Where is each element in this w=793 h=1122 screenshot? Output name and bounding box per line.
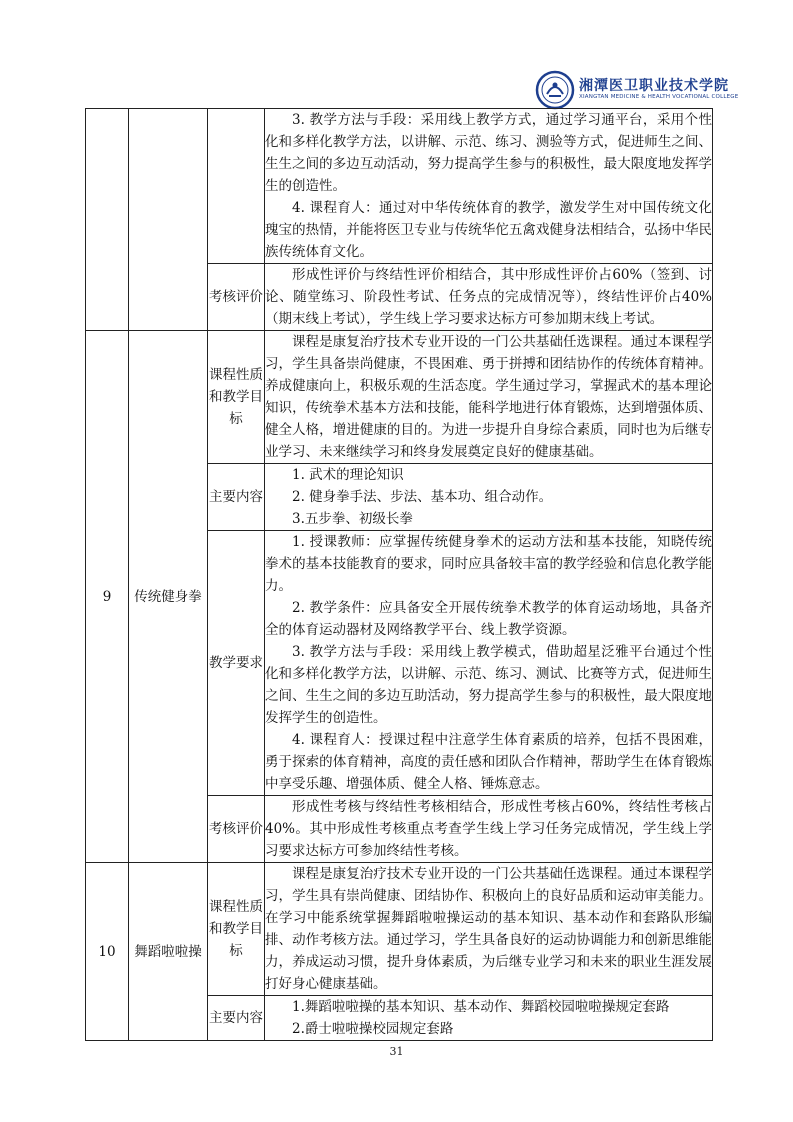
teaching-label: 教学要求 [208, 531, 265, 796]
college-name-cn: 湘潭医卫职业技术学院 [579, 78, 729, 94]
college-logo [535, 70, 739, 110]
nature-text: 课程是康复治疗技术专业开设的一门公共基础任选课程。通过本课程学习，学生具备崇尚健康，不畏困难、勇于拼搏和团结协作的传统体育精神。养成健康向上，积极乐观的生活态度。学生通过学习，掌握武术的基本理论知识，传统拳术基本方法和技能，能科学地进行体育锻炼，达到增强体质、健全人格，增进健康的目的。为进一步提升自身综合素质，同时也为后继专业学习、未来继续学习和终身发展奠定良好的健康基础。 [265, 334, 712, 460]
assessment-text: 形成性考核与终结性考核相结合，形成性考核占60%，终结性考核占40%。其中形成性考核重点考查学生线上学习任务完成情况，学生线上学习要求达标方可参加终结性考核。 [265, 799, 712, 859]
assessment-text: 形成性评价与终结性评价相结合，其中形成性评价占60%（签到、讨论、随堂练习、阶段性考试、任务点的完成情况等），终结性评价占40%（期末线上考试），学生线上学习要求达标方可参加期末线上考试。 [265, 267, 712, 327]
page-number: 31 [389, 1045, 404, 1058]
teaching-item: 2. 教学条件：应具备安全开展传统拳术教学的体育运动场地，具备齐全的体育运动器材及网络教学平台、线上教学资源。 [265, 600, 712, 638]
assessment-label: 考核评价 [208, 264, 265, 331]
course-number-cell [86, 109, 129, 331]
content-label: 主要内容 [208, 464, 265, 531]
college-emblem-icon [535, 70, 575, 110]
assessment-label: 考核评价 [208, 796, 265, 863]
assessment-cell [265, 264, 713, 331]
course-name-cell [129, 109, 208, 331]
content-cell [265, 996, 713, 1041]
content-item: 2. 健身拳手法、步法、基本功、组合动作。 [292, 489, 553, 505]
course-number: 10 [86, 863, 129, 1041]
assessment-cell [265, 796, 713, 863]
teaching-item: 4. 课程育人：授课过程中注意学生体育素质的培养，包括不畏困难，勇于探索的体育精神，高度的责任感和团队合作精神，帮助学生在体育锻炼中享受乐趣、增强体质、健全人格、锤炼意志。 [265, 732, 712, 792]
teaching-item: 4. 课程育人：通过对中华传统体育的教学，激发学生对中国传统文化瑰宝的热情，并能将医卫专业与传统华佗五禽戏健身法相结合，弘扬中华民族传统体育文化。 [265, 200, 712, 260]
teaching-requirements-label-cell [208, 109, 265, 264]
teaching-item: 3. 教学方法与手段：采用线上教学模式，借助超星泛雅平台通过个性化和多样化教学方法，以讲解、示范、练习、测试、比赛等方式，促进师生之间、生生之间的多边互助活动，努力提高学生参与的积极性，最大限度地发挥学生的创造性。 [265, 644, 712, 726]
table-row [86, 109, 713, 264]
course-name: 传统健身拳 [129, 331, 208, 863]
teaching-requirements-cell [265, 109, 713, 264]
nature-cell [265, 863, 713, 996]
course-number: 9 [86, 331, 129, 863]
content-item: 1.舞蹈啦啦操的基本知识、基本动作、舞蹈校园啦啦操规定套路 [292, 999, 670, 1015]
teaching-item: 3. 教学方法与手段：采用线上教学方式，通过学习通平台，采用个性化和多样化教学方法，以讲解、示范、练习、测验等方式，促进师生之间、生生之间的多边互动活动，努力提高学生参与的积极性，最大限度地发挥学生的创造性。 [265, 112, 712, 194]
table-row [86, 863, 713, 996]
course-table [85, 108, 713, 1041]
teaching-cell [265, 531, 713, 796]
nature-label: 课程性质和教学目标 [208, 331, 265, 464]
table-row [86, 331, 713, 464]
content-item: 3.五步拳、初级长拳 [292, 511, 413, 527]
nature-label: 课程性质和教学目标 [208, 863, 265, 996]
nature-text: 课程是康复治疗技术专业开设的一门公共基础任选课程。通过本课程学习，学生具有崇尚健康、团结协作、积极向上的良好品质和运动审美能力。在学习中能系统掌握舞蹈啦啦操运动的基本知识、基本动作和套路队形编排、动作考核方法。通过学习，学生具备良好的运动协调能力和创新思维能力，养成运动习惯，提升身体素质，为后继专业学习和未来的职业生涯发展打好身心健康基础。 [265, 866, 712, 992]
content-item: 1. 武术的理论知识 [292, 467, 404, 483]
teaching-item: 1. 授课教师：应掌握传统健身拳术的运动方法和基本技能，知晓传统拳术的基本技能教育的要求，同时应具备较丰富的教学经验和信息化教学能力。 [265, 534, 712, 594]
content-cell [265, 464, 713, 531]
nature-cell [265, 331, 713, 464]
college-name-en: XIANGTAN MEDICINE & HEALTH VOCATIONAL COLLEGE [579, 94, 739, 100]
content-label: 主要内容 [208, 996, 265, 1041]
course-name: 舞蹈啦啦操 [129, 863, 208, 1041]
content-item: 2.爵士啦啦操校园规定套路 [292, 1021, 454, 1037]
